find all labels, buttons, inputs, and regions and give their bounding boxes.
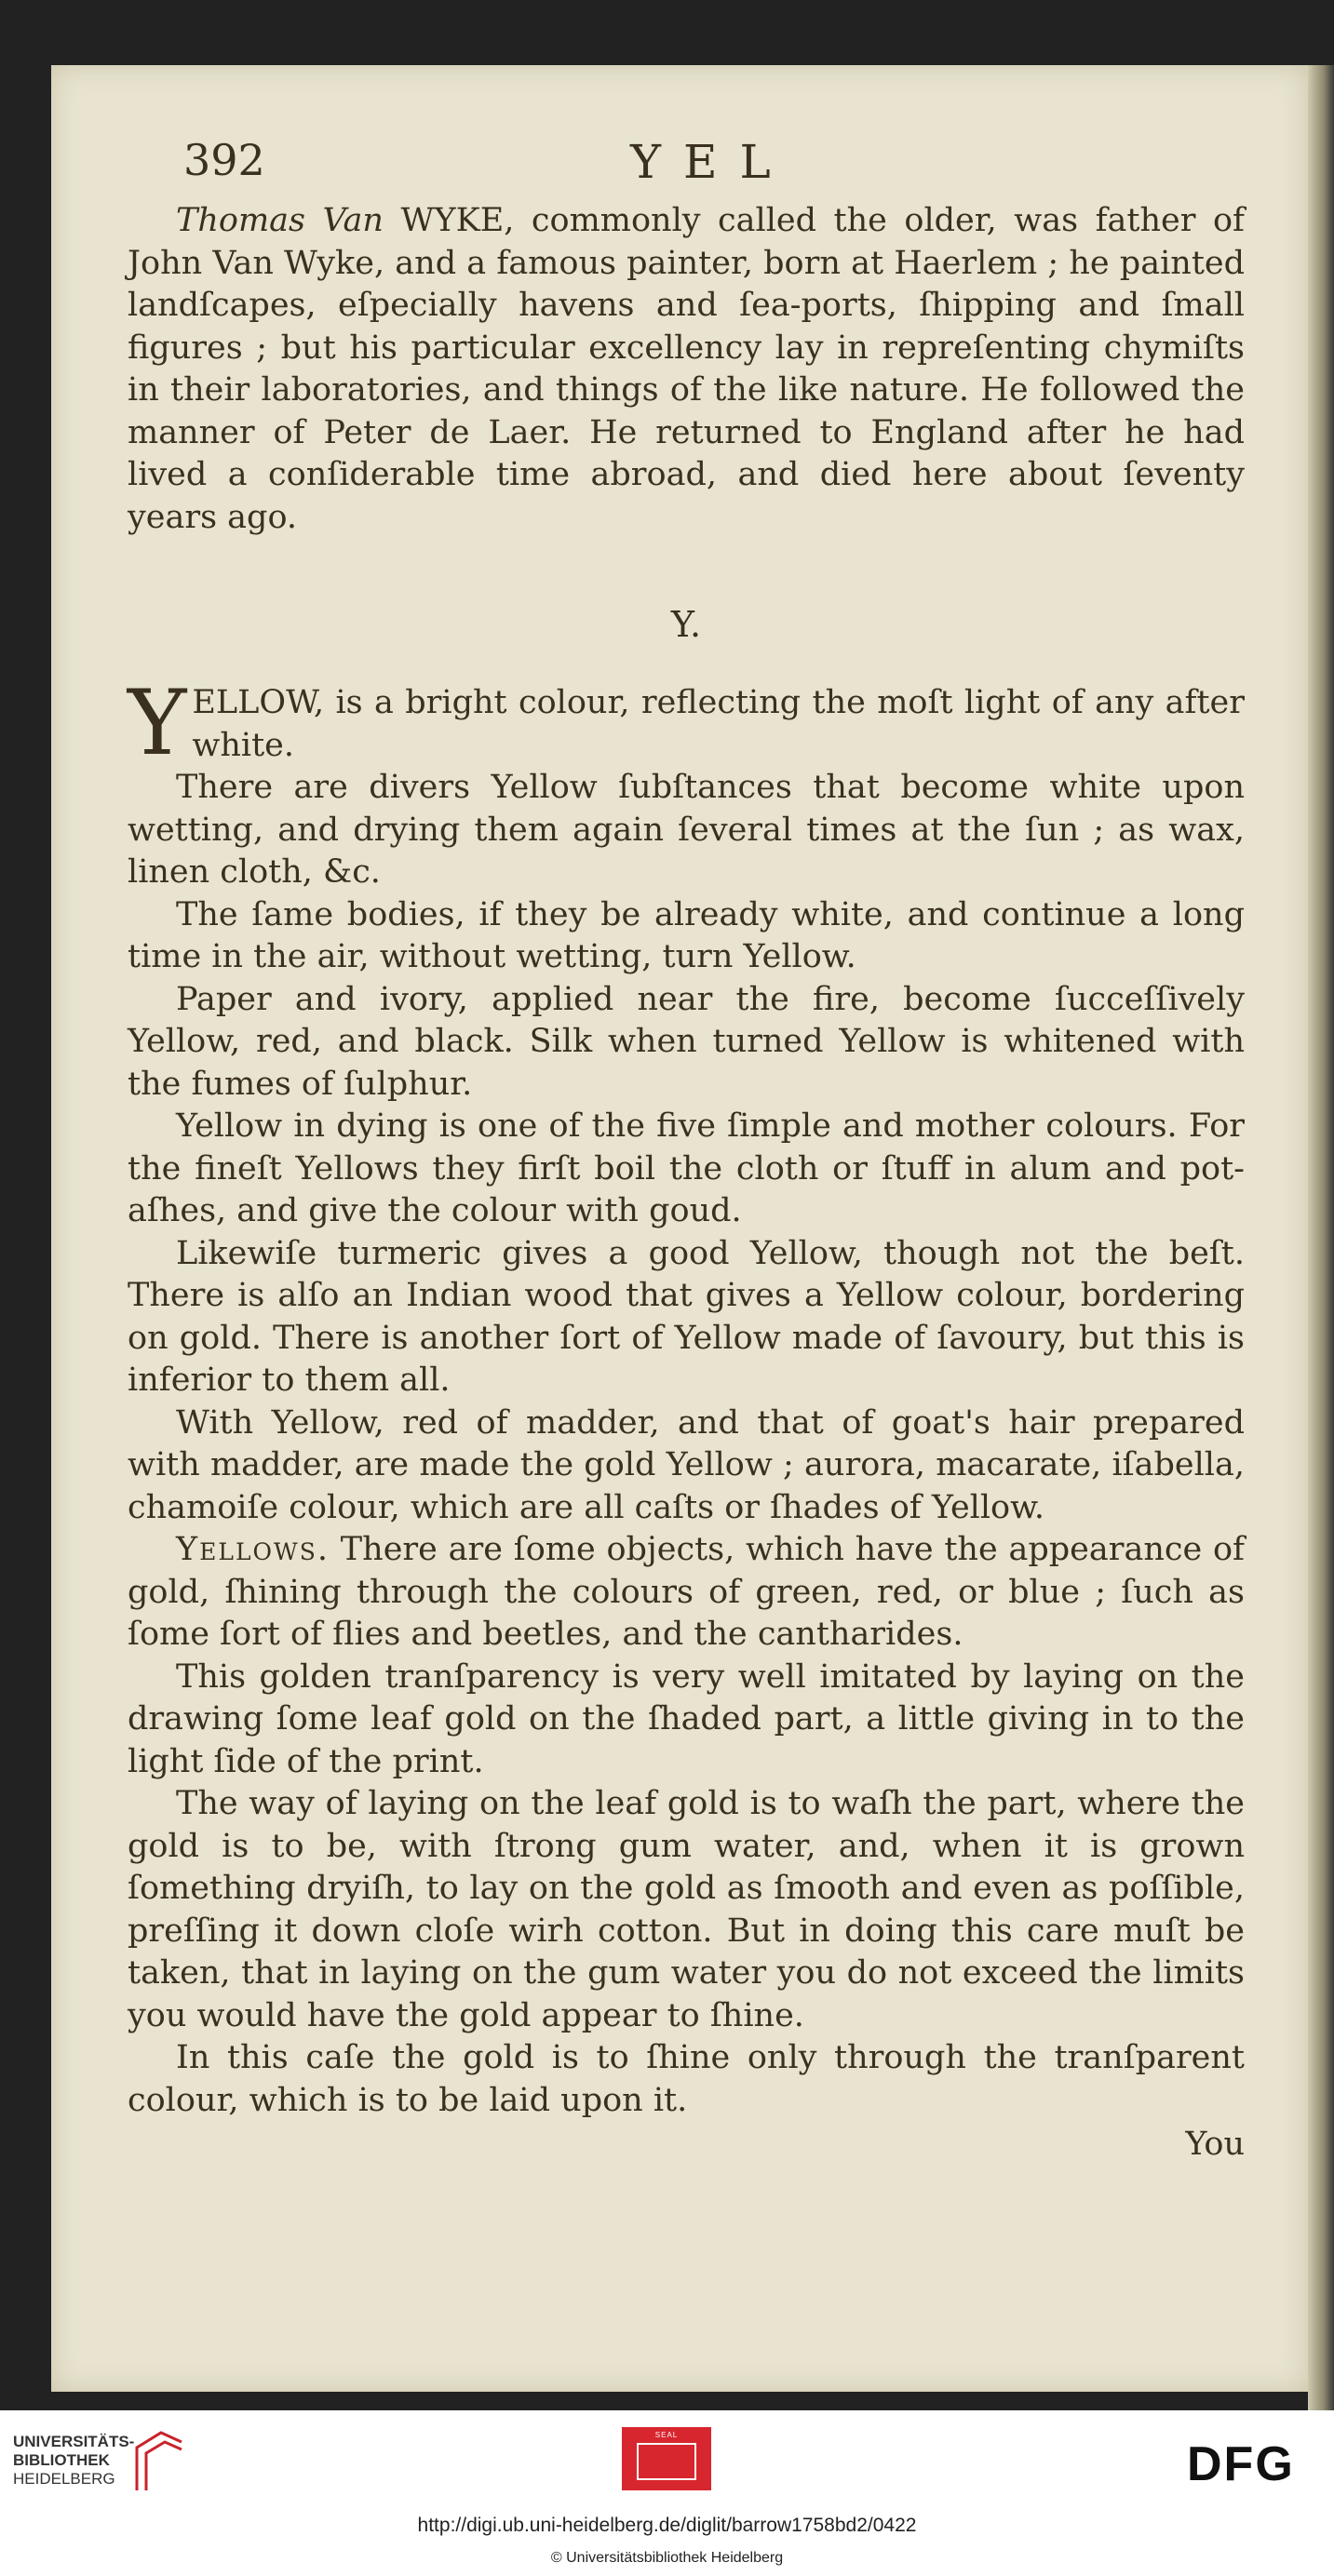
paragraph: The way of laying on the leaf gold is to waſh the part, where the gold is to be, with ſtrong gum water, and, when it is grown ſomething dryiſh, to lay on the gold as ſmooth and even as poſſible, preſſing it down cloſe wirh cotton. But in doing this care muſt be taken, that in laying on the gum water you do not exceed the limits you would have the gold appear to ſhine. xyxy=(128,1785,1245,2034)
library-name-line: BIBLIOTHEK xyxy=(13,2451,110,2469)
permalink[interactable]: http://digi.ub.uni-heidelberg.de/diglit/barrow1758bd2/0422 xyxy=(417,2515,917,2536)
entry-body: There are ſome objects, which have the appearance of gold, ſhining through the colours of green, red, or blue ; ſuch as ſome ſort of flies and beetles, and the cantharides. xyxy=(128,1531,1245,1653)
catchword: You xyxy=(1185,2126,1245,2163)
entry-yellows xyxy=(128,1529,1245,1657)
dfg-logo[interactable]: DFG xyxy=(1187,2437,1295,2491)
paragraph: With Yellow, red of madder, and that of goat's hair prepared with madder, are made the gold Yellow ; aurora, macarate, iſabella, chamoiſe colour, which are all caſts or ſhades of Yellow. xyxy=(128,1403,1245,1526)
library-name-line: HEIDELBERG xyxy=(13,2470,115,2488)
running-head: YEL xyxy=(630,135,793,189)
page-edge xyxy=(1308,65,1334,2410)
copyright-notice: © Universitätsbibliothek Heidelberg xyxy=(550,2550,784,2566)
paragraph: In this caſe the gold is to ſhine only through the tranſparent colour, which is to be laid upon it. xyxy=(128,2039,1245,2119)
paragraph: This golden tranſparency is very well imitated by laying on the drawing ſome leaf gold on the ſhaded part, a little giving in to the light ſide of the print. xyxy=(128,1657,1245,1780)
viewer-footer xyxy=(0,2410,1334,2576)
entry-wyke xyxy=(128,200,1245,539)
entry-body: ELLOW, is a bright colour, reflecting the moſt light of any after white. xyxy=(192,684,1245,764)
paragraph: Yellow in dying is one of the five ſimple and mother colours. For the fineſt Yellows they firſt boil the cloth or ſtuff in alum and pot-aſhes, and give the colour with goud. xyxy=(128,1107,1245,1229)
section-heading: Y. xyxy=(670,604,702,645)
page-number: 392 xyxy=(183,135,265,185)
paragraph: The ſame bodies, if they be already white, and continue a long time in the air, without wetting, turn Yellow. xyxy=(128,895,1245,975)
library-name-line: UNIVERSITÄTS- xyxy=(13,2433,135,2450)
paragraph: Likewiſe turmeric gives a good Yellow, though not the beſt. There is alſo an Indian wood that gives a Yellow colour, bordering on gold. There is another ſort of Yellow made of ſavoury, but this is inferior to them all. xyxy=(128,1234,1245,1399)
library-mark-icon xyxy=(133,2429,185,2492)
drop-cap: Y xyxy=(128,671,187,775)
library-logo[interactable] xyxy=(13,2433,134,2489)
page-header xyxy=(128,135,1245,200)
entry-name: Thomas Van xyxy=(176,202,384,239)
entry-body: WYKE, commonly called the older, was father of John Van Wyke, and a famous painter, born at Haerlem ; he painted landſcapes, eſpecially havens and ſea-ports, ſhipping and ſmall figures ; but his particular excellency lay in repreſenting chymiſts in their laboratories, and things of the like nature. He followed the manner of Peter de Laer. He returned to England after he had lived a conſiderable time abroad, and died here about ſeventy years ago. xyxy=(128,202,1245,536)
entry-head: Yellows. xyxy=(176,1531,330,1568)
page-text xyxy=(128,135,1245,2166)
paragraph: Paper and ivory, applied near the fire, become ſucceſſively Yellow, red, and black. Silk when turned Yellow is whitened with the fumes of ſulphur. xyxy=(128,980,1245,1103)
digitization-seal-icon: SEAL xyxy=(622,2427,711,2490)
paragraph: There are divers Yellow ſubſtances that become white upon wetting, and drying them again ſeveral times at the ſun ; as wax, linen cloth, &c. xyxy=(128,769,1245,891)
entry-yellow-first xyxy=(128,671,1245,775)
